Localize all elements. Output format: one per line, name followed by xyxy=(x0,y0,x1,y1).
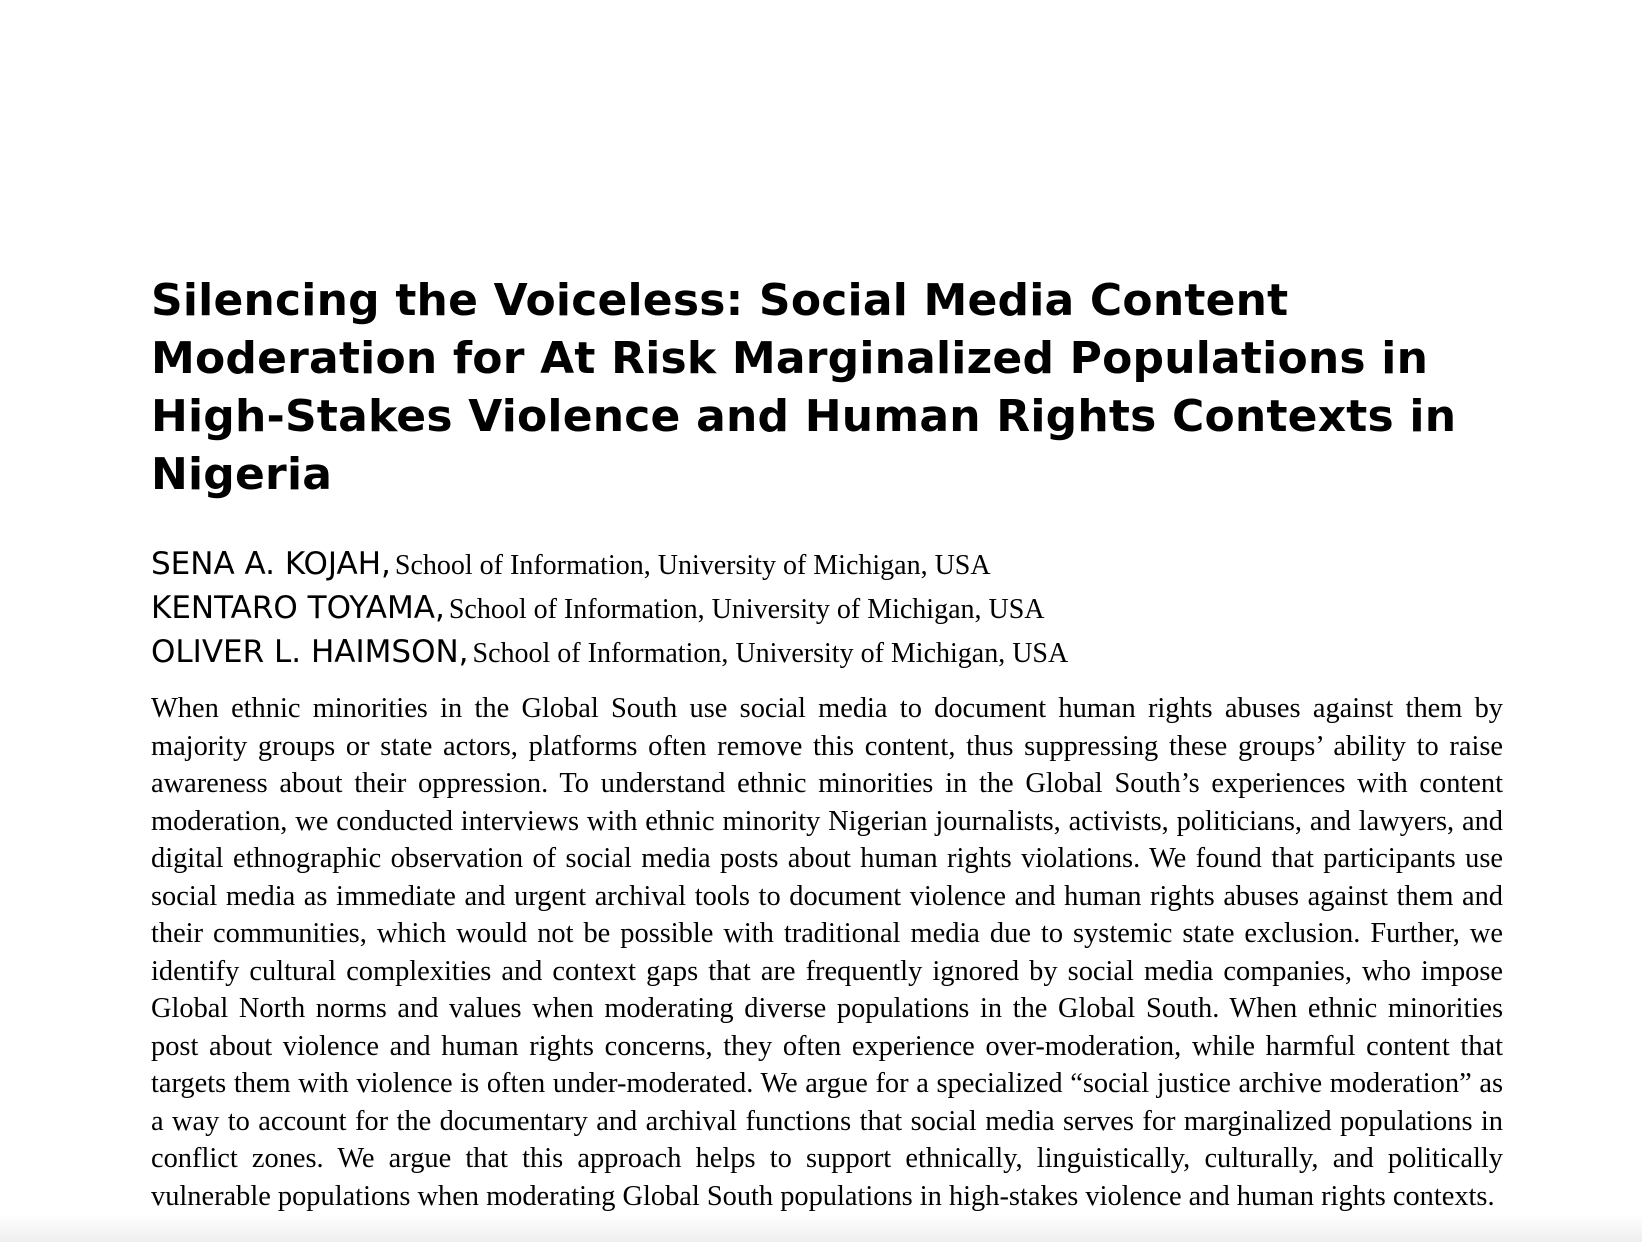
author-affiliation: School of Information, University of Michigan, USA xyxy=(448,594,1045,625)
author-affiliation: School of Information, University of Michigan, USA xyxy=(394,550,991,581)
author-name: SENA A. KOJAH, xyxy=(151,546,391,582)
author-entry xyxy=(151,586,1503,630)
author-entry xyxy=(151,542,1503,586)
author-affiliation: School of Information, University of Michigan, USA xyxy=(472,638,1069,669)
author-name: OLIVER L. HAIMSON, xyxy=(151,634,469,670)
paper-title: Silencing the Voiceless: Social Media Content Moderation for At Risk Marginalized Populations in High-Stakes Violence and Human Rights Contexts in Nigeria xyxy=(151,275,1457,500)
author-name: KENTARO TOYAMA, xyxy=(151,590,445,626)
author-list xyxy=(151,542,1503,674)
author-entry xyxy=(151,630,1503,674)
abstract-text: When ethnic minorities in the Global South use social media to document human rights abuses against them by majority groups or state actors, platforms often remove this content, thus suppressing these groups’ ability to raise awareness about their oppression. To understand ethnic minorities in the Global South’s experiences with content moderation, we conducted interviews with ethnic minority Nigerian journalists, activists, politicians, and lawyers, and digital ethnographic observation of social media posts about human rights violations. We found that participants use social media as immediate and urgent archival tools to document violence and human rights abuses against them and their communities, which would not be possible with traditional media due to systemic state exclusion. Further, we identify cultural complexities and context gaps that are frequently ignored by social media companies, who impose Global North norms and values when moderating diverse populations in the Global South. When ethnic minorities post about violence and human rights concerns, they often experience over-moderation, while harmful content that targets them with violence is often under-moderated. We argue for a specialized “social justice archive moderation” as a way to account for the documentary and archival functions that social media serves for marginalized populations in conflict zones. We argue that this approach helps to support ethnically, linguistically, culturally, and politically vulnerable populations when moderating Global South populations in high-stakes violence and human rights contexts. xyxy=(151,693,1503,1212)
paper-page xyxy=(151,272,1503,1243)
